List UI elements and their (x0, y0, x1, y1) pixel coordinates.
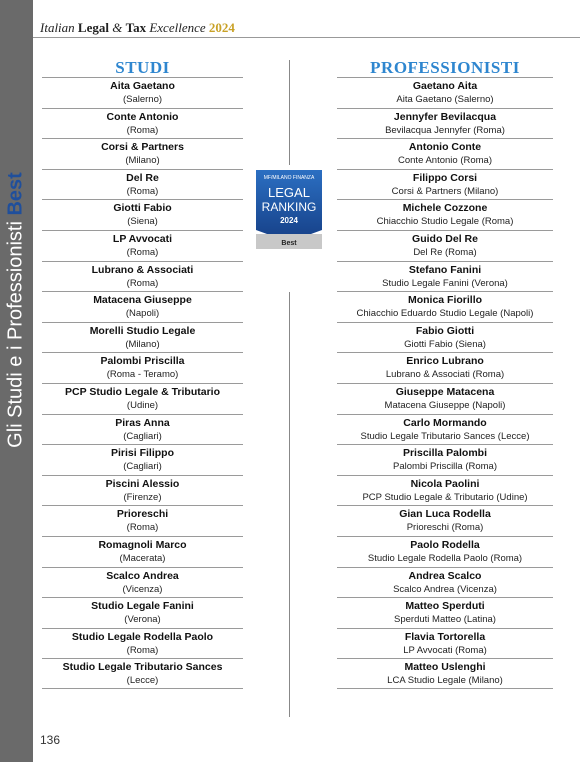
legal-ranking-badge (256, 170, 322, 249)
professionisti-entry (337, 567, 553, 598)
studi-entry-city: (Milano) (125, 338, 160, 350)
professionisti-entry-name: Gian Luca Rodella (399, 508, 491, 521)
studi-entry-city: (Lecce) (126, 675, 159, 687)
badge-top-text: MF/MILANO FINANZA (263, 175, 315, 181)
professionisti-entry-name: Fabio Giotti (415, 324, 475, 337)
header-year: 2024 (208, 20, 235, 35)
studi-entry-city: (Macerata) (119, 552, 166, 564)
professionisti-entry-name: Guido Del Re (412, 232, 478, 245)
sidebar-title-highlight: Best (4, 172, 27, 216)
professionisti-entry-name: Enrico Lubrano (406, 355, 484, 368)
professionisti-entry-name: Paolo Rodella (410, 538, 480, 551)
professionisti-entry-name: Monica Fiorillo (407, 294, 483, 307)
studi-entry (42, 77, 243, 108)
studi-entry-name: Giotti Fabio (113, 202, 172, 215)
header-rule (33, 37, 580, 38)
studi-entry-name: PCP Studio Legale & Tributario (65, 385, 220, 398)
professionisti-entry (337, 291, 553, 322)
professionisti-entry (337, 658, 553, 689)
professionisti-entry (337, 77, 553, 108)
studi-entry-city: (Firenze) (123, 491, 162, 503)
professionisti-entry-firm: Studio Legale Fanini (Verona) (382, 277, 508, 289)
studi-entry (42, 138, 243, 169)
studi-entry-name: Studio Legale Rodella Paolo (71, 630, 214, 643)
professionisti-entry-firm: Chiacchio Eduardo Studio Legale (Napoli) (356, 308, 534, 320)
sidebar-band (0, 0, 33, 762)
sidebar-title-text: Gli Studi e i Professionisti (4, 221, 27, 448)
studi-entry-name: Studio Legale Tributario Sances (62, 661, 223, 674)
studi-entry (42, 230, 243, 261)
studi-entry-city: (Roma) (126, 522, 159, 534)
studi-entry-name: Matacena Giuseppe (93, 294, 192, 307)
studi-entry (42, 169, 243, 200)
studi-entry (42, 352, 243, 383)
professionisti-entry (337, 597, 553, 628)
studi-entry-city: (Udine) (126, 399, 159, 411)
professionisti-entry-name: Antonio Conte (408, 141, 482, 154)
studi-entry-city: (Roma) (126, 185, 159, 197)
studi-entry-name: Del Re (126, 171, 159, 184)
professionisti-entry-firm: LCA Studio Legale (Milano) (387, 675, 503, 687)
professionisti-entry-firm: Scalco Andrea (Vicenza) (393, 583, 497, 595)
studi-entry-city: (Cagliari) (123, 461, 162, 473)
studi-entry (42, 628, 243, 659)
professionisti-entry (337, 352, 553, 383)
studi-entry-city: (Milano) (125, 155, 160, 167)
studi-entry-name: Pirisi Filippo (110, 447, 174, 460)
header-amp: & (112, 20, 123, 35)
professionisti-entry (337, 505, 553, 536)
page-number: 136 (40, 733, 61, 747)
professionisti-list (337, 77, 553, 689)
studi-entry (42, 322, 243, 353)
professionisti-entry (337, 230, 553, 261)
studi-entry-city: (Roma) (126, 124, 159, 136)
professionisti-entry (337, 444, 553, 475)
professionisti-entry-firm: LP Avvocati (Roma) (403, 644, 487, 656)
professionisti-entry (337, 108, 553, 139)
studi-entry-name: Prioreschi (116, 508, 169, 521)
professionisti-entry-name: Carlo Mormando (403, 416, 487, 429)
professionisti-entry (337, 261, 553, 292)
professionisti-entry-firm: Chiacchio Studio Legale (Roma) (376, 216, 514, 228)
studi-entry (42, 108, 243, 139)
studi-entry (42, 261, 243, 292)
studi-entry-city: (Roma) (126, 246, 159, 258)
professionisti-entry-firm: Sperduti Matteo (Latina) (394, 614, 496, 626)
studi-entry-name: Conte Antonio (106, 110, 179, 123)
page-header (40, 20, 235, 36)
professionisti-entry-name: Jennyfer Bevilacqua (393, 110, 497, 123)
studi-entry-name: Morelli Studio Legale (89, 324, 196, 337)
professionisti-entry (337, 475, 553, 506)
professionisti-entry (337, 169, 553, 200)
professionisti-entry (337, 199, 553, 230)
header-tax: Tax (125, 20, 147, 35)
studi-entry-name: Scalco Andrea (106, 569, 179, 582)
professionisti-entry (337, 628, 553, 659)
studi-entry (42, 567, 243, 598)
column-divider-top (289, 60, 290, 165)
professionisti-entry-name: Giuseppe Matacena (395, 385, 495, 398)
professionisti-entry-firm: Aita Gaetano (Salerno) (396, 94, 494, 105)
studi-list (42, 77, 243, 689)
professionisti-entry (337, 322, 553, 353)
studi-entry (42, 291, 243, 322)
studi-title: STUDI (115, 58, 170, 77)
studi-entry-name: Piras Anna (115, 416, 170, 429)
studi-entry-name: Lubrano & Associati (91, 263, 194, 276)
studi-entry-city: (Roma) (126, 277, 159, 289)
studi-entry (42, 597, 243, 628)
studi-entry-city: (Vicenza) (122, 583, 163, 595)
professionisti-entry-firm: Studio Legale Rodella Paolo (Roma) (367, 552, 523, 564)
studi-entry (42, 414, 243, 445)
badge-line1: LEGAL (268, 185, 310, 200)
professionisti-entry-firm: Del Re (Roma) (413, 246, 477, 258)
professionisti-entry-name: Stefano Fanini (408, 263, 482, 276)
professionisti-entry-firm: PCP Studio Legale & Tributario (Udine) (362, 491, 528, 503)
professionisti-entry-firm: Corsi & Partners (Milano) (391, 185, 499, 197)
header-prefix: Italian (40, 20, 75, 35)
sidebar-title (5, 172, 28, 448)
professionisti-entry-firm: Matacena Giuseppe (Napoli) (384, 399, 506, 411)
studi-entry-name: Palombi Priscilla (100, 355, 185, 368)
professionisti-entry-name: Filippo Corsi (412, 171, 478, 184)
badge-label: Best (281, 240, 297, 247)
header-excellence: Excellence (149, 20, 206, 35)
studi-entry (42, 505, 243, 536)
studi-entry-city: (Siena) (127, 216, 158, 228)
studi-entry-city: (Verona) (124, 614, 161, 626)
professionisti-entry-name: Andrea Scalco (408, 569, 482, 582)
studi-entry (42, 658, 243, 689)
professionisti-entry (337, 536, 553, 567)
professionisti-entry-name: Michele Cozzone (402, 202, 488, 215)
studi-entry-name: Studio Legale Fanini (91, 600, 194, 613)
professionisti-entry-name: Priscilla Palombi (402, 447, 488, 460)
professionisti-entry-name: Matteo Sperduti (405, 600, 485, 613)
studi-entry-name: Corsi & Partners (101, 141, 184, 154)
studi-entry-city: (Cagliari) (123, 430, 162, 442)
professionisti-entry (337, 414, 553, 445)
studi-entry-name: LP Avvocati (112, 232, 173, 245)
professionisti-entry-firm: Studio Legale Tributario Sances (Lecce) (360, 430, 530, 442)
studi-entry-city: (Roma) (126, 644, 159, 656)
studi-entry-city: (Napoli) (125, 308, 160, 320)
professionisti-entry-firm: Lubrano & Associati (Roma) (385, 369, 505, 381)
studi-entry (42, 536, 243, 567)
professionisti-entry-name: Gaetano Aita (412, 80, 478, 92)
professionisti-entry-firm: Giotti Fabio (Siena) (404, 338, 486, 350)
studi-entry-name: Piscini Alessio (105, 477, 180, 490)
studi-entry-name: Romagnoli Marco (98, 538, 187, 551)
header-legal: Legal (77, 20, 109, 35)
professionisti-entry-firm: Conte Antonio (Roma) (398, 155, 492, 167)
studi-entry-name: Aita Gaetano (110, 80, 175, 92)
professionisti-entry-name: Nicola Paolini (410, 477, 480, 490)
professionisti-entry-firm: Palombi Priscilla (Roma) (393, 461, 497, 473)
professionisti-entry-name: Matteo Uslenghi (404, 661, 486, 674)
column-divider-bottom (289, 292, 290, 717)
professionisti-entry-firm: Bevilacqua Jennyfer (Roma) (385, 124, 505, 136)
studi-entry (42, 444, 243, 475)
professionisti-entry-name: Flavia Tortorella (404, 630, 486, 643)
studi-entry (42, 475, 243, 506)
badge-line2: RANKING (261, 200, 317, 214)
studi-entry (42, 383, 243, 414)
professionisti-entry (337, 138, 553, 169)
studi-entry-city: (Salerno) (122, 94, 163, 105)
studi-entry-city: (Roma - Teramo) (106, 369, 179, 381)
professionisti-title: PROFESSIONISTI (370, 58, 520, 77)
studi-entry (42, 199, 243, 230)
professionisti-entry-firm: Prioreschi (Roma) (406, 522, 484, 534)
professionisti-entry (337, 383, 553, 414)
badge-year: 2024 (280, 216, 298, 225)
